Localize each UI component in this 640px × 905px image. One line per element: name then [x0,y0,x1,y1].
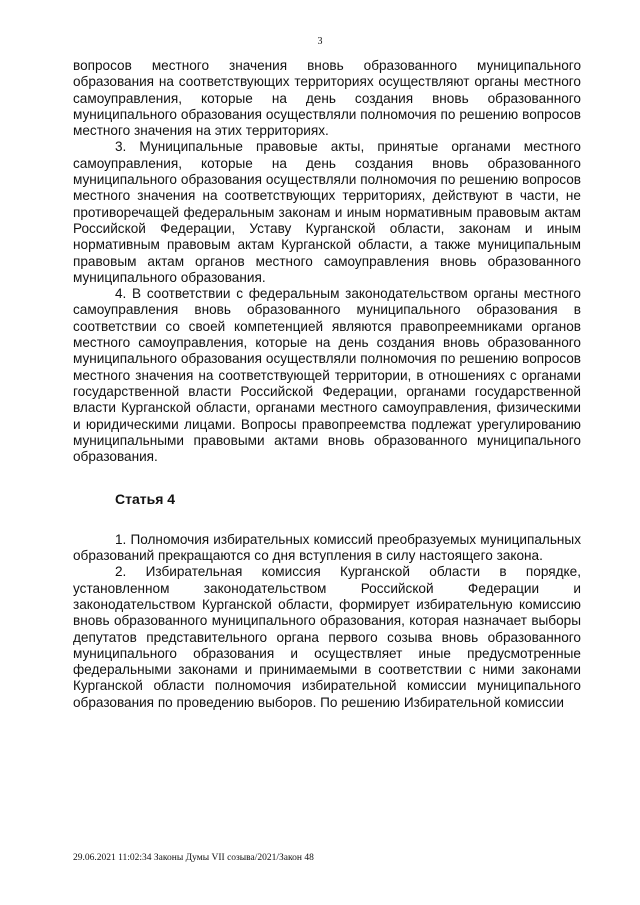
article4-paragraph-2: 2. Избирательная комиссия Курганской области в порядке, установленном законодательством Российской Федерации и законодательством Курганской области, формирует избирательную комиссию вновь образованного муниципального образования, которая назначает выборы депутатов представительного органа первого созыва вновь образованного муниципального образования и осуществляет иные предусмотренные федеральными законами и принимаемыми в соответствии с ними законами Курганской области полномочия избирательной комиссии муниципального образования по проведению выборов. По решению Избирательной комиссии [73,564,581,710]
paragraph-continuation: вопросов местного значения вновь образованного муниципального образования на соответствующих территориях осуществляют органы местного самоуправления, которые на день создания вновь образованного муниципального образования осуществляли полномочия по решению вопросов местного значения на этих территориях. [73,58,581,139]
page-number: 3 [317,36,323,47]
paragraph-item-4: 4. В соответствии с федеральным законодательством органы местного самоуправления вновь образованного муниципального образования в соответствии со своей компетенцией являются правопреемниками органов местного самоуправления, которые на день создания вновь образованного муниципального образования осуществляли полномочия по решению вопросов местного значения на соответствующей территории, в отношениях с органами государственной власти Российской Федерации, органами государственной власти Курганской области, органами местного самоуправления, физическими и юридическими лицами. Вопросы правопреемства подлежат урегулированию муниципальными правовыми актами вновь образованного муниципального образования. [73,286,581,465]
article4-paragraph-1: 1. Полномочия избирательных комиссий преобразуемых муниципальных образований прекращаются со дня вступления в силу настоящего закона. [73,531,581,564]
article-heading: Статья 4 [115,491,176,508]
document-footer: 29.06.2021 11:02:34 Законы Думы VII созыва/2021/Закон 48 [73,853,314,863]
document-body [73,58,581,711]
paragraph-item-3: 3. Муниципальные правовые акты, принятые органами местного самоуправления, которые на день создания вновь образованного муниципального образования осуществляли полномочия по решению вопросов местного значения на соответствующих территориях, действуют в части, не противоречащей федеральным законам и иным нормативным правовым актам Российской Федерации, Уставу Курганской области, законам и иным нормативным правовым актам Курганской области, а также муниципальным правовым актам органов местного самоуправления вновь образованного муниципального образования. [73,139,581,285]
